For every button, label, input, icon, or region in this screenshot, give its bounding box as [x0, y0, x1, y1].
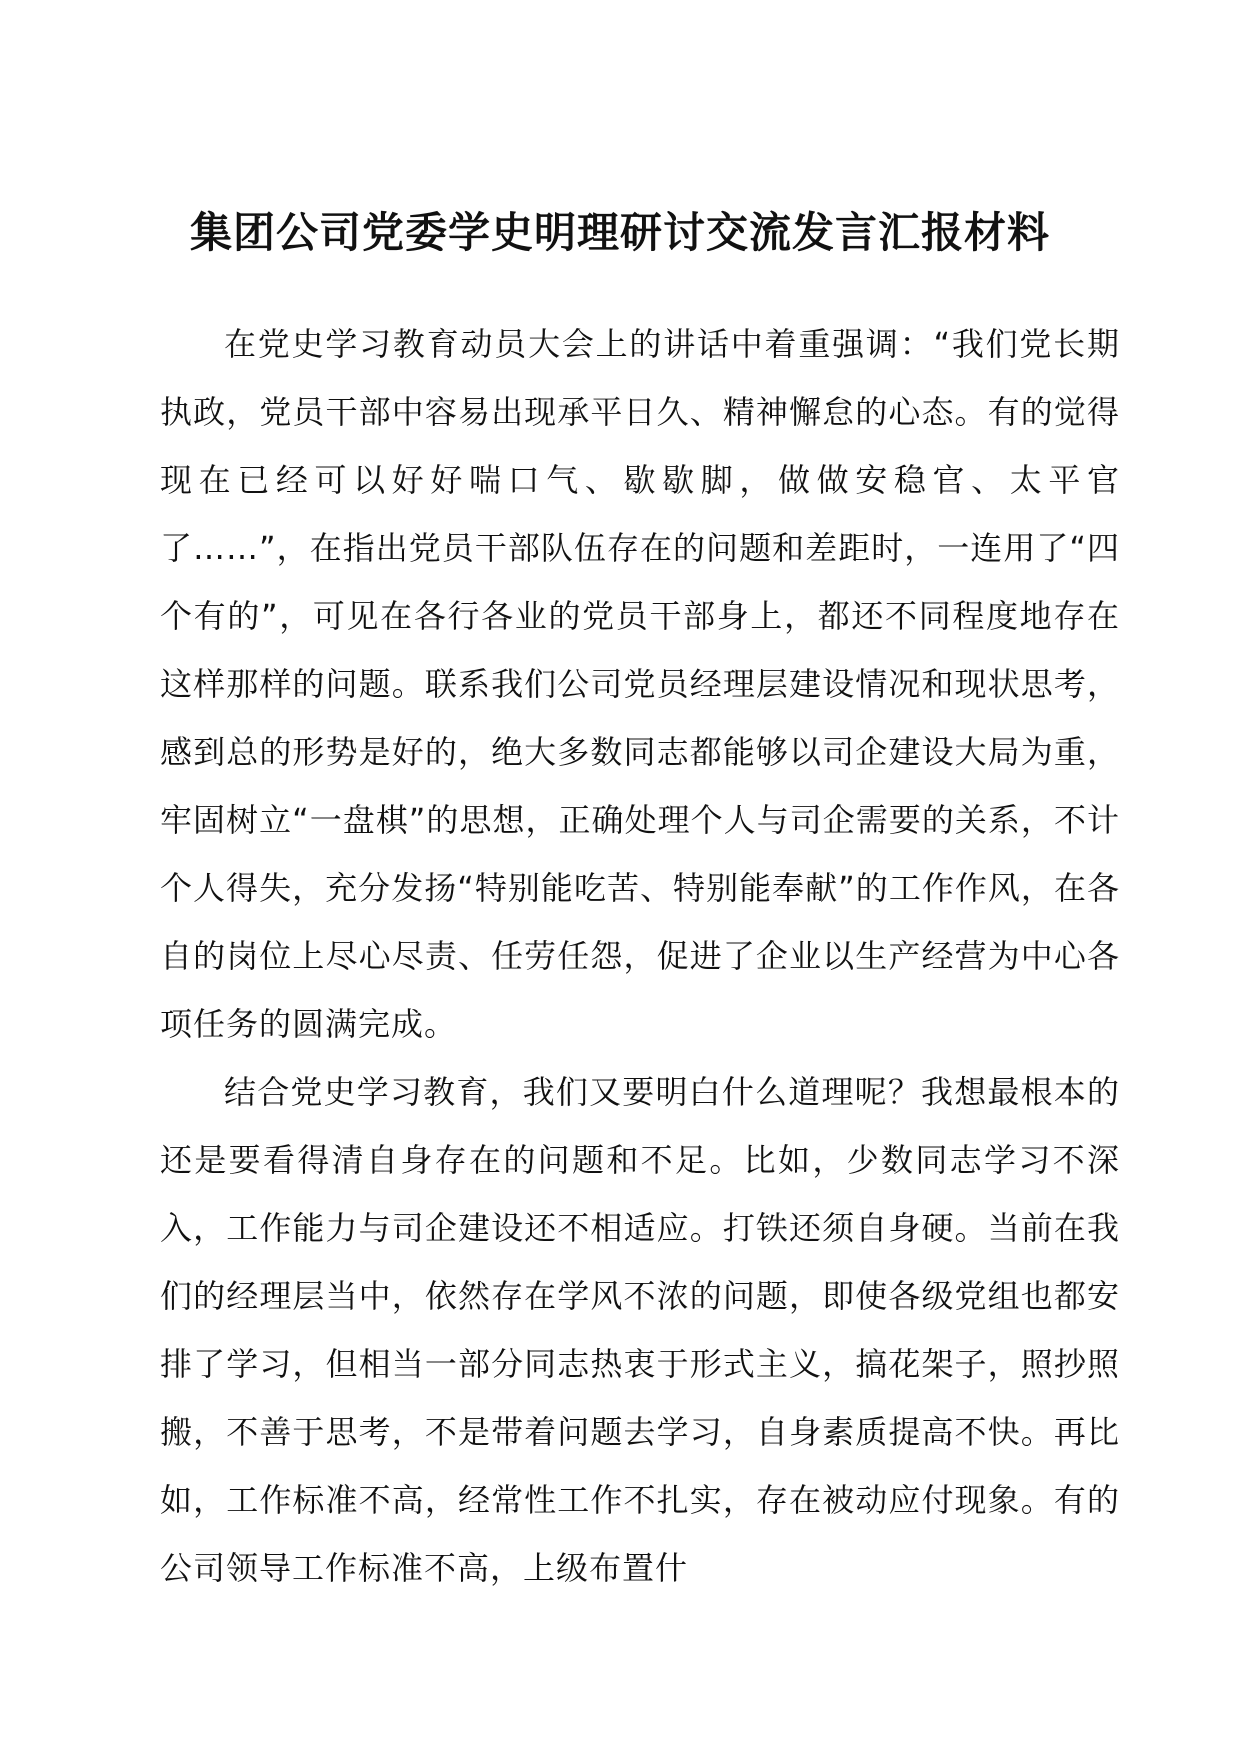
document-body — [160, 310, 1120, 1602]
paragraph-1: 在党史学习教育动员大会上的讲话中着重强调：“我们党长期执政，党员干部中容易出现承平日久、精神懈怠的心态。有的觉得现在已经可以好好喘口气、歇歇脚，做做安稳官、太平官了……”，在指出党员干部队伍存在的问题和差距时，一连用了“四个有的”，可见在各行各业的党员干部身上，都还不同程度地存在这样那样的问题。联系我们公司党员经理层建设情况和现状思考，感到总的形势是好的，绝大多数同志都能够以司企建设大局为重，牢固树立“一盘棋”的思想，正确处理个人与司企需要的关系，不计个人得失，充分发扬“特别能吃苦、特别能奉献”的工作作风，在各自的岗位上尽心尽责、任劳任怨，促进了企业以生产经营为中心各项任务的圆满完成。 — [160, 325, 1120, 1043]
document-title: 集团公司党委学史明理研讨交流发言汇报材料 — [189, 208, 1050, 257]
paragraph-2: 结合党史学习教育，我们又要明白什么道理呢？我想最根本的还是要看得清自身存在的问题和不足。比如，少数同志学习不深入，工作能力与司企建设还不相适应。打铁还须自身硬。当前在我们的经理层当中，依然存在学风不浓的问题，即使各级党组也都安排了学习，但相当一部分同志热衷于形式主义，搞花架子，照抄照搬，不善于思考，不是带着问题去学习，自身素质提高不快。再比如，工作标准不高，经常性工作不扎实，存在被动应付现象。有的公司领导工作标准不高，上级布置什 — [160, 1073, 1120, 1587]
